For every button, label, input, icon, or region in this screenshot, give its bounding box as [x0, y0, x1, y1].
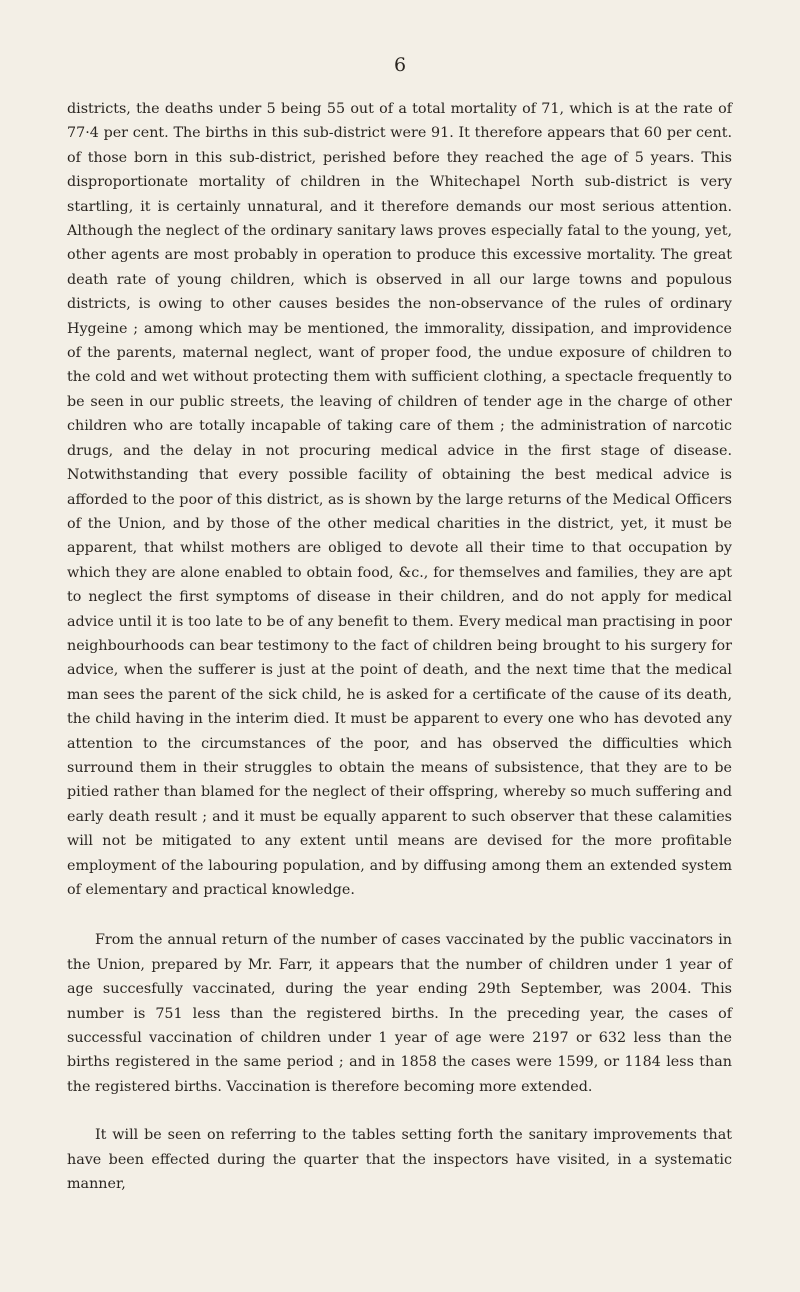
- paragraph-sanitary-improvements: It will be seen on referring to the tables setting forth the sanitary improvements that have been effected during the quarter that the inspectors have visited, in a systematic manner,: [67, 1127, 732, 1193]
- paragraph-mortality: districts, the deaths under 5 being 55 out of a total mortality of 71, which is at the rate of 77·4 per cent. The births in this sub-district were 91. It therefore appears that 60 per cent. of those born in this sub-district, perished before they reached the age of 5 years. This disproportionate mortality of children in the Whitechapel North sub-district is very startling, it is certainly unnatural, and it therefore demands our most serious attention. Although the neglect of the ordinary sanitary laws proves especially fatal to the young, yet, other agents are most probably in operation to produce this excessive mortality. The great death rate of young children, which is observed in all our large towns and populous districts, is owing to other causes besides the non-observance of the rules of ordinary Hygeine ; among which may be mentioned, the immorality, dissipation, and improvidence of the parents, maternal neglect, want of proper food, the undue exposure of children to the cold and wet without protecting them with sufficient clothing, a spectacle frequently to be seen in our public streets, the leaving of children of tender age in the charge of other children who are totally incapable of taking care of them ; the administration of narcotic drugs, and the delay in not procuring medical advice in the first stage of disease. Notwithstanding that every possible facility of obtaining the best medical advice is afforded to the poor of this district, as is shown by the large returns of the Medical Officers of the Union, and by those of the other medical charities in the district, yet, it must be apparent, that whilst mothers are obliged to devote all their time to that occupation by which they are alone enabled to obtain food, &c., for themselves and families, they are apt to neglect the first symptoms of disease in their children, and do not apply for medical advice until it is too late to be of any benefit to them. Every medical man practising in poor neighbourhoods can bear testimony to the fact of children being brought to his surgery for advice, when the sufferer is just at the point of death, and the next time that the medical man sees the parent of the sick child, he is asked for a certificate of the cause of its death, the child having in the interim died. It must be apparent to every one who has devoted any attention to the circumstances of the poor, and has observed the difficulties which surround them in their struggles to obtain the means of subsistence, that they are to be pitied rather than blamed for the neglect of their offspring, whereby so much suffering and early death result ; and it must be equally apparent to such observer that these calamities will not be mitigated to any extent until means are devised for the more profitable employment of the labouring population, and by diffusing among them an extended system of elementary and practical knowledge.: [67, 101, 732, 898]
- page-number: 6: [393, 54, 407, 76]
- body-text: [67, 97, 732, 1196]
- paragraph-vaccination: From the annual return of the number of cases vaccinated by the public vaccinators in the Union, prepared by Mr. Farr, it appears that the number of children under 1 year of age succesfully vaccinated, during the year ending 29th September, was 2004. This number is 751 less than the registered births. In the preceding year, the cases of successful vaccination of children under 1 year of age were 2197 or 632 less than the births registered in the same period ; and in 1858 the cases were 1599, or 1184 less than the registered births. Vaccination is therefore becoming more extended.: [67, 932, 732, 1095]
